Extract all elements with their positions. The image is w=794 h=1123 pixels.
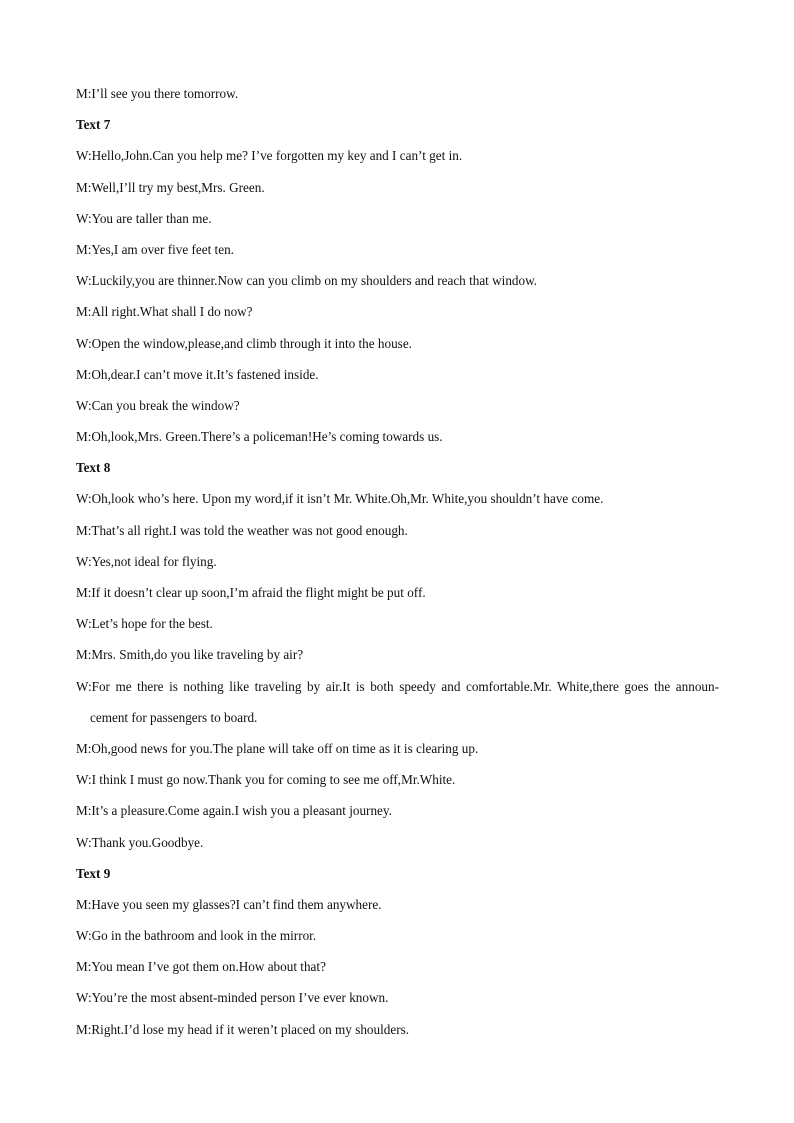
dialogue-line: M:That’s all right.I was told the weather was not good enough. (76, 522, 408, 538)
dialogue-line: W:Go in the bathroom and look in the mirror. (76, 928, 317, 944)
dialogue-line: M:Well,I’ll try my best,Mrs. Green. (76, 179, 265, 195)
dialogue-line: W:Yes,not ideal for flying. (76, 553, 217, 569)
dialogue-line: W:You are taller than me. (76, 210, 212, 226)
dialogue-line: W:Luckily,you are thinner.Now can you climb on my shoulders and reach that window. (76, 273, 538, 289)
dialogue-line: M:Oh,good news for you.The plane will take off on time as it is clearing up. (76, 740, 479, 756)
dialogue-line: M:Yes,I am over five feet ten. (76, 241, 234, 257)
section-heading-text-9: Text 9 (76, 865, 111, 881)
dialogue-line: W:Open the window,please,and climb through it into the house. (76, 335, 412, 351)
dialogue-line: M:If it doesn’t clear up soon,I’m afraid the flight might be put off. (76, 585, 426, 600)
dialogue-line: M:Have you seen my glasses?I can’t find them anywhere. (76, 896, 382, 912)
dialogue-line: M:Mrs. Smith,do you like traveling by air? (76, 647, 304, 663)
dialogue-line: M:Right.I’d lose my head if it weren’t placed on my shoulders. (76, 1021, 410, 1037)
dialogue-line: W:Thank you.Goodbye. (76, 834, 204, 850)
dialogue-line: M:I’ll see you there tomorrow. (76, 86, 239, 101)
dialogue-line: W:I think I must go now.Thank you for coming to see me off,Mr.White. (76, 772, 456, 788)
dialogue-line: M:You mean I’ve got them on.How about that? (76, 959, 326, 975)
dialogue-line: W:Let’s hope for the best. (76, 616, 213, 632)
dialogue-line: M:All right.What shall I do now? (76, 304, 253, 320)
dialogue-line: M:Oh,dear.I can’t move it.It’s fastened inside. (76, 366, 319, 382)
dialogue-line: M:It’s a pleasure.Come again.I wish you a pleasant journey. (76, 803, 392, 819)
dialogue-line: W:Can you break the window? (76, 397, 240, 413)
dialogue-line: W:Oh,look who’s here. Upon my word,if it isn’t Mr. White.Oh,Mr. White,you shouldn’t have come. (76, 491, 604, 507)
dialogue-line: M:Oh,look,Mrs. Green.There’s a policeman!He’s coming towards us. (76, 429, 443, 445)
dialogue-line: W:You’re the most absent-minded person I’ve ever known. (76, 990, 389, 1006)
dialogue-line-wrapped: W:For me there is nothing like traveling by air.It is both speedy and comfortable.Mr. White,there goes the announ- cement for passengers to board. (76, 678, 719, 725)
section-heading-text-7: Text 7 (76, 117, 111, 133)
dialogue-line: W:Hello,John.Can you help me? I’ve forgotten my key and I can’t get in. (76, 148, 463, 164)
document-page (76, 78, 719, 1045)
section-heading-text-8: Text 8 (76, 460, 111, 476)
